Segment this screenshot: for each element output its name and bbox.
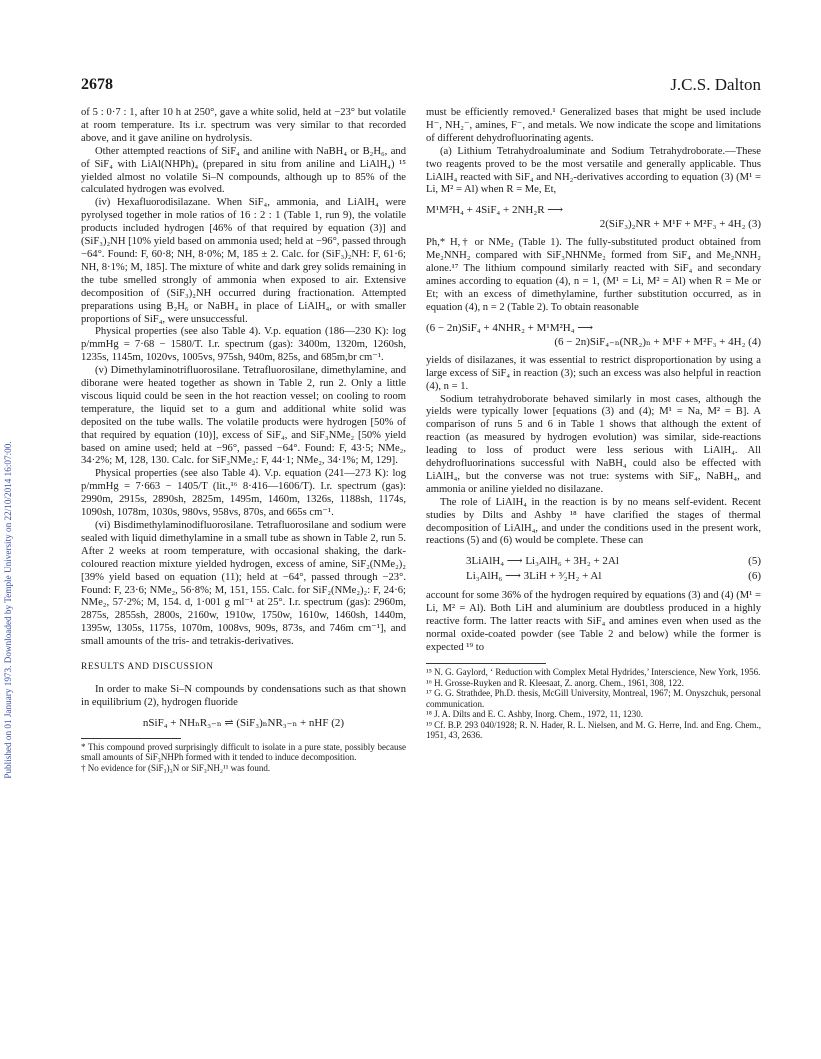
references-divider — [426, 663, 546, 664]
reference-18: ¹⁸ J. A. Dilts and E. C. Ashby, Inorg. Chem., 1972, 11, 1230. — [426, 709, 644, 720]
publication-sidebar-note — [2, 260, 14, 960]
equation-3 — [426, 203, 761, 231]
equation-5 — [426, 554, 761, 569]
sodium-tetrahydroborate-paragraph: Sodium tetrahydroborate behaved similarly in most cases, although the yields were typically lower [equations (3) and (4); M¹ = Na, M² = B]. A comparison of runs 5 and 6 in Table 1 shows that although the extent of reaction (as measured by hydrogen evolution) was similar, side-reactions leading to loss of product were less serious with LiAlH₄. All dehydrofluorinations successful with NaBH₄ could also be effected with LiAlH₄, but the converse was not true: systems with SiF₄, NaBH₄, and ammonia or aniline yielded no disilazane. — [426, 393, 761, 495]
reference-19: ¹⁹ Cf. B.P. 293 040/1928; R. N. Hader, R. L. Nielsen, and M. G. Herre, Ind. and Eng. Chem., 1951, 43, 2636. — [426, 719, 761, 741]
equation-6-text: Li₃AlH₆ ⟶ 3LiH + ³⁄₂H₂ + Al — [466, 570, 602, 583]
right-column — [426, 107, 761, 741]
physical-properties-paragraph-1: Physical properties (see also Table 4). V.p. equation (186—230 K): log p/mmHg = 7·68 − 1580/T. I.r. spectrum (gas): 3400m, 1320m, 1260sh, 1235s, 1145m, 1020vs, 1005vs, 975sh, 940m, 825s, and 685m,br cm⁻¹. — [81, 326, 406, 364]
left-paragraph-1: of 5 : 0·7 : 1, after 10 h at 250°, gave a white solid, held at −23° but volatile at room temperature. Its i.r. spectrum was very similar to that recorded above, and it gave aniline on hydrolysis. — [81, 107, 406, 144]
reference-15: ¹⁵ N. G. Gaylord, ‘ Reduction with Complex Metal Hydrides,’ Interscience, New York, 1956. — [426, 666, 761, 677]
equation-3-line-2: 2(SiF₃)₂NR + M¹F + M²F₃ + 4H₂ (3) — [599, 218, 761, 231]
footnote-divider — [81, 738, 181, 739]
sidebar-note-text: Published on 01 January 1973. Downloaded by Temple University on 22/10/2014 16:07:00. — [3, 441, 13, 779]
equation-3-line-1: M¹M²H₄ + 4SiF₄ + 2NH₂R ⟶ — [426, 204, 564, 217]
equation-5-text: 3LiAlH₄ ⟶ Li₃AlH₆ + 3H₂ + 2Al — [466, 555, 619, 568]
role-of-lialh4-paragraph: The role of LiAlH₄ in the reaction is by no means self-evident. Recent studies by Dilts and Ashby ¹⁸ have clarified the stages of thermal decomposition of LiAlH₄, and under the conditions used in the present work, reactions (5) and (6) would be complete. These can — [426, 496, 761, 547]
right-paragraph-3: Ph,* H,† or NMe₂ (Table 1). The fully-substituted product obtained from Me₂NNH₂ compared with SiF₃NHNMe₂ formed from SiF₄ and Me₂NNH₂ alone.¹⁷ The lithium compound similarly reacted with SiF₄ and secondary amines according to equation (4), n = 1, (M¹ = Li, M² = Al) when R = Me or Et; with an excess of dimethylamine, further substitution occurred, as in equation (4), n = 2 (Table 2). To obtain reasonable — [426, 237, 761, 313]
footnote-star: * This compound proved surprisingly difficult to isolate in a pure state, possibly because small amounts of SiF₃NHPh formed with it tended to induce decomposition. — [81, 741, 406, 763]
equation-2: nSiF₄ + NHₙR₃₋ₙ ⇌ (SiF₃)ₙNR₃₋ₙ + nHF (2) — [142, 716, 345, 729]
equation-4-line-1: (6 − 2n)SiF₄ + 4NHR₂ + M¹M²H₄ ⟶ — [426, 321, 594, 334]
section-heading: RESULTS AND DISCUSSION — [81, 662, 214, 673]
reference-16: ¹⁶ H. Grosse-Ruyken and R. Kleesaat, Z. anorg. Chem., 1961, 308, 122. — [426, 677, 684, 688]
equation-6 — [426, 569, 761, 584]
dimethylaminotrifluorosilane-paragraph: (v) Dimethylaminotrifluorosilane. Tetrafluorosilane, dimethylamine, and diborane were heated together as shown in Table 2, run 2. Only a little viscous liquid could be seen in the hot reaction vessel; on cooling to room temperature, the liquid set to a gum and additional white solid was deposited on the tube walls. The volatile products were hydrogen [50% of that required by equation (10)], excess of SiF₄, and SiF₃NMe₂ [50% yield based on amine used; held at −96°, passed −64°. Found: F, 43·5; NMe₂, 34·2%; M, 128, 130. Calc. for SiF₃NMe₂: F, 44·1; NMe₂, 34·1%; M, 129]. — [81, 365, 406, 467]
right-paragraph-4: yields of disilazanes, it was essential to restrict disproportionation by using a large excess of SiF₄ in reaction (3); such an excess was also helpful in reaction (4), n = 1. — [426, 354, 761, 392]
equation-5-number: (5) — [748, 555, 761, 568]
page-number: 2678 — [81, 76, 113, 93]
left-paragraph-2: Other attempted reactions of SiF₄ and aniline with NaBH₄ or B₂H₆, and of SiF₄ with LiAl(NHPh)₄ (prepared in situ from aniline and LiAlH₄) ¹⁵ yielded almost no volatile Si–N compounds, although up to 85% of the calculated hydrogen was evolved. — [81, 145, 406, 196]
page-header — [81, 76, 761, 98]
reference-17: ¹⁷ G. G. Strathdee, Ph.D. thesis, McGill University, Montreal, 1967; M. Onyszchuk, personal communication. — [426, 688, 761, 709]
hexafluorodisilazane-paragraph: (iv) Hexafluorodisilazane. When SiF₄, ammonia, and LiAlH₄ were pyrolysed together in mole ratios of 16 : 2 : 1 (Table 1, run 9), the volatile products included hydrogen [46% of that required by equation (3)] and (SiF₃)₂NH [10% yield based on ammonia used; held at −96°, passed through −64°. Found: F, 60·8; NH, 8·0%; M, 185 ± 2. Calc. for (SiF₃)₂NH: F, 61·6; NH, 8·1%; M, 185]. The mixture of white and dark grey solids remaining in the tube smelled strongly of ammonia when exposed to air. Extensive decomposition of (SiF₃)₂NH occurred during fractionation. Attempted preparations using B₂H₆ or NaBH₄ in place of LiAlH₄, or with smaller proportions of SiF₄, were unsuccessful. — [81, 197, 406, 325]
bisdimethylaminodifluorosilane-paragraph: (vi) Bisdimethylaminodifluorosilane. Tetrafluorosilane and sodium were sealed with liquid dimethylamine in a small tube as shown in Table 2, run 5. After 2 weeks at room temperature, with occasional shaking, the dark-coloured reaction mixture yielded hydrogen, excess of amine, SiF₂(NMe₂)₂ [39% yield based on equation (11); held at −64°, passed through −23°. Found: F, 23·6; NMe₂, 56·8%; M, 151, 155. Calc. for SiF₂(NMe₂)₂: F, 24·6; NMe₂, 57·2%; M, 154. d, 1·001 g ml⁻¹ at 25°. I.r. spectrum (gas): 2960m, 2875s, 2855sh, 2800s, 2160w, 1910w, 1750w, 1610w, 1460sh, 1440m, 1395w, 1305s, 1175s, 1070m, 1008vs, 909s, 873s, and 746m cm⁻¹], and small amounts of the tris- and tetrakis-derivatives. — [81, 520, 406, 648]
journal-title: J.C.S. Dalton — [670, 75, 761, 94]
equation-4 — [426, 321, 761, 349]
right-paragraph-7: account for some 36% of the hydrogen required by equations (3) and (4) (M¹ = Li, M² = Al). Both LiH and aluminium are doubtless produced in a highly reactive form. The latter reacts with SiF₄ and amines even when used as the normal oxide-coated powder (see Table 2 and below) while the former is expected ¹⁹ to — [426, 590, 761, 653]
results-paragraph-1: In order to make Si–N compounds by condensations such as that shown in equilibrium (2), hydrogen fluoride — [81, 683, 406, 708]
physical-properties-paragraph-2: Physical properties (see also Table 4). V.p. equation (241—273 K): log p/mmHg = 7·663 − 1405/T (lit.,¹⁶ 8·416—1606/T). I.r. spectrum (gas): 2990m, 2915s, 2890sh, 2825m, 1495m, 1460m, 1326s, 1188sh, 1174s, 1090sh, 1078m, 1030s, 980vs, 958vs, 870s, and 665s cm⁻¹. — [81, 468, 406, 519]
left-column — [81, 107, 406, 774]
equation-6-number: (6) — [748, 570, 761, 583]
equations-5-6 — [426, 554, 761, 584]
footnote-dagger: † No evidence for (SiF₃)₃N or SiF₃NH₂¹¹ was found. — [81, 762, 271, 773]
lithium-tetrahydroaluminate-paragraph: (a) Lithium Tetrahydroaluminate and Sodium Tetrahydroborate.—These two reagents proved to be the most versatile and generally applicable. Thus LiAlH₄ reacted with SiF₄ and NH₂-derivatives according to equation (3) (M¹ = Li, M² = Al) when R = Me, Et, — [426, 145, 761, 196]
right-paragraph-1: must be efficiently removed.¹ Generalized bases that might be used include H⁻, NH₂⁻, amines, F⁻, and metals. We now indicate the scope and limitations of different dehydrofluorinating agents. — [426, 107, 761, 144]
equation-4-line-2: (6 − 2n)SiF₄₋ₙ(NR₂)ₙ + M¹F + M²F₃ + 4H₂ (4) — [554, 335, 761, 348]
